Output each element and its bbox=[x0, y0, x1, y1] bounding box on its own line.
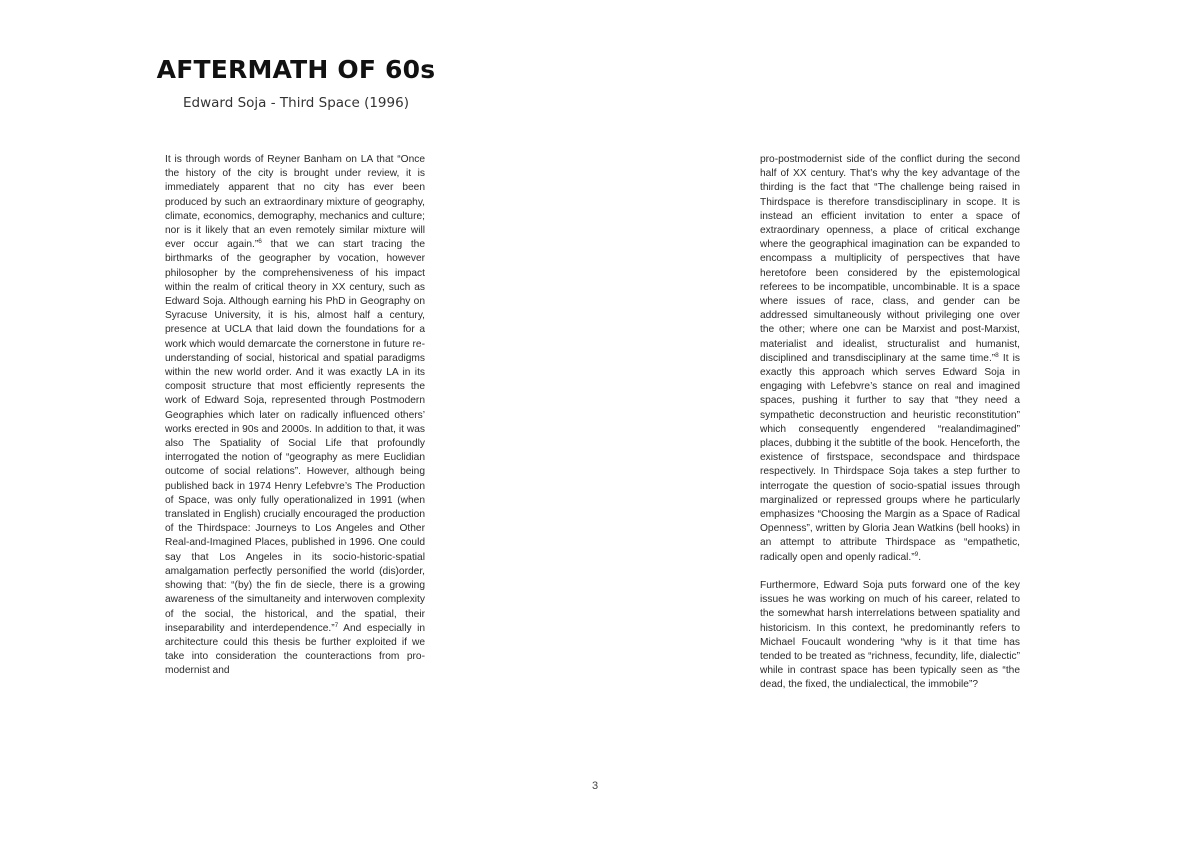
paragraph-text: It is through words of Reyner Banham on LA that “Once the history of the city is brought under review, it is immediately apparent that no city has ever been produced by such an extraordinary mixture of geography, climate, economics, demography, mechanics and culture; nor is it likely that an even remotely similar mixture will ever occur again.” bbox=[165, 154, 425, 251]
paragraph: Furthermore, Edward Soja puts forward one of the key issues he was working on much of his career, related to the somewhat harsh interrelations between spatiality and historicism. In this context, he predominantly refers to Michael Foucault wondering “why is it that time has tended to be treated as “richness, fecundity, life, dialectic” while in contrast space has been typically seen as “the dead, the fixed, the undialectical, the immobile”? bbox=[760, 579, 1020, 691]
paragraph-text: pro-postmodernist side of the conflict during the second half of XX century. That’s why the key advantage of the thirding is the fact that “The challenge being raised in Thirdspace is therefore transdisciplinary in scope. It is instead an efficient invitation to enter a space of extraordinary openness, a place of critical exchange where the geographical imagination can be expanded to encompass a multiplicity of perspectives that have heretofore been considered by the epistemological referees to be incompatible, uncombinable. It is a space where issues of race, class, and gender can be addressed simultaneously without privileging one over the other; where one can be Marxist and post-Marxist, materialist and idealist, structuralist and humanist, disciplined and transdisciplinary at the same time.” bbox=[760, 154, 1020, 364]
paragraph-text: And especially in architecture could this thesis be further exploited if we take into consideration the counteractions from pro-modernist and bbox=[165, 622, 425, 677]
right-text-column bbox=[760, 153, 1020, 693]
page-subtitle: Edward Soja - Third Space (1996) bbox=[183, 95, 409, 111]
footnote-marker: 6 bbox=[258, 238, 262, 246]
paragraph-text: It is exactly this approach which serves Edward Soja in engaging with Lefebvre’s stance on real and imagined spaces, pushing it further to say that “they need a sympathetic deconstruction and heuristic reconstitution” which consequently engendered “realandimagined” places, dubbing it the subtitle of the book. Henceforth, the existence of firstspace, secondspace and thirdspace respectively. In Thirdspace Soja takes a step further to interrogate the question of socio-spatial issues through marginalized or repressed groups where he particularly emphasizes “Choosing the Margin as a Space of Radical Openness”, written by Gloria Jean Watkins (bell hooks) in an attempt to attribute Thirdspace as “empathetic, radically open and openly radical.” bbox=[760, 352, 1020, 563]
left-text-column bbox=[165, 153, 425, 679]
page-number: 3 bbox=[591, 780, 599, 792]
footnote-marker: 7 bbox=[334, 621, 339, 629]
footnote-marker: 9 bbox=[914, 550, 919, 558]
paragraph bbox=[165, 153, 425, 679]
page-title: AFTERMATH OF 60s bbox=[156, 55, 436, 84]
footnote-marker: 8 bbox=[995, 351, 999, 359]
paragraph bbox=[760, 153, 1020, 565]
paragraph-text: . bbox=[918, 551, 922, 563]
paragraph-text: that we can start tracing the birthmarks of the geographer by vocation, however philosopher by the comprehensiveness of his impact within the realm of critical theory in XX century, such as Edward Soja. Although earning his PhD in Geography on Syracuse University, it is his, almost half a century, presence at UCLA that laid down the foundations for a work which would demarcate the cornerstone in future re-understanding of social, historical and spatial paradigms within the new world order. And it was exactly LA in its composit structure that most efficiently represents the work of Edward Soja, represented through Postmodern Geographies which later on radically influenced others’ works erected in 90s and 2000s. In addition to that, it was also The Spatiality of Social Life that profoundly interrogated the notion of “geography as mere Euclidian outcome of social relations”. However, although being published back in 1974 Henry Lefebvre’s The Production of Space, was only fully operationalized in 1991 (when translated in English) crucially encouraged the production of the Thirdspace: Journeys to Los Angeles and Other Real-and-Imagined Places, published in 1996. One could say that Los Angeles in its socio-historic-spatial amalgamation perfectly personified the world (dis)order, showing that: “(by) the fin de siecle, there is a growing awareness of the simultaneity and interwoven complexity of the social, the historical, and the spatial, their inseparability and interdependence.” bbox=[165, 239, 425, 634]
